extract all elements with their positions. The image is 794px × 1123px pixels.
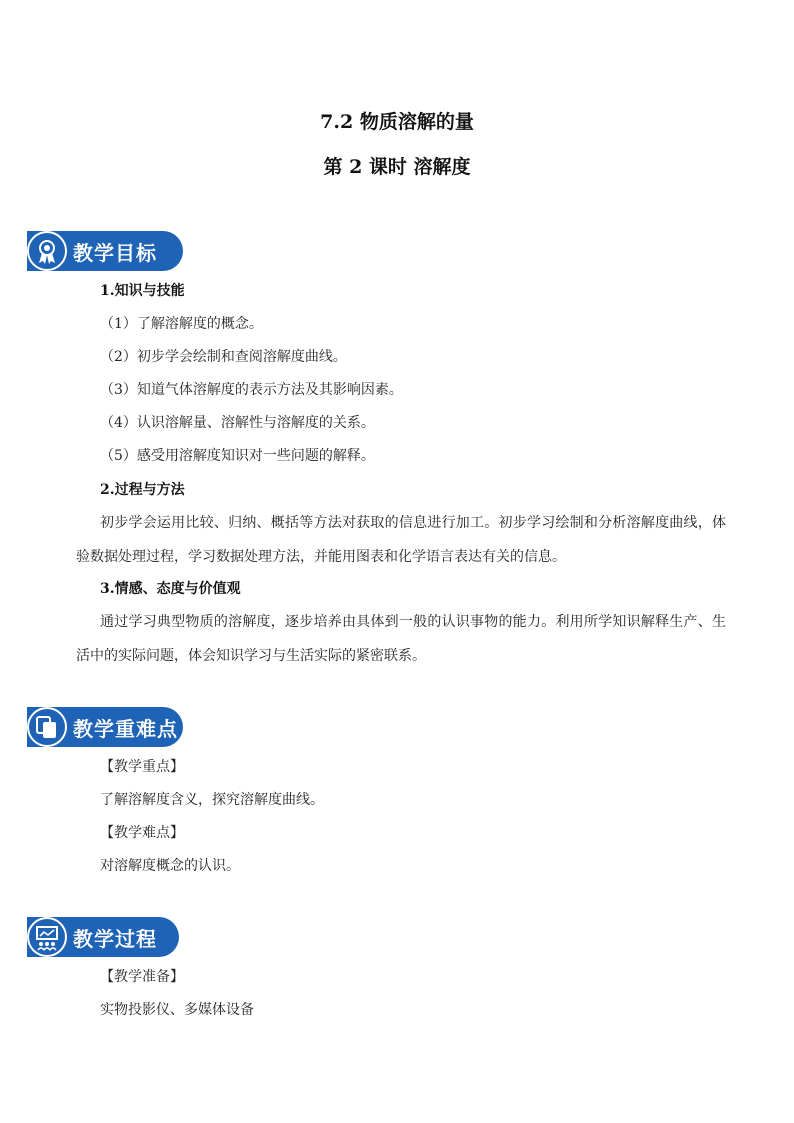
banner-label: 教学重难点: [73, 717, 178, 741]
paragraph: 通过学习典型物质的溶解度，逐步培养由具体到一般的认识事物的能力。利用所学知识解释生产、生活中的实际问题，体会知识学习与生活实际的紧密联系。: [76, 614, 726, 664]
documents-icon: [27, 707, 67, 747]
lesson-subtitle: 第 2 课时 溶解度: [323, 156, 471, 178]
list-item: （5）感受用溶解度知识对一些问题的解释。: [100, 448, 375, 464]
page-title: 7.2 物质溶解的量: [320, 111, 474, 133]
list-item: （4）认识溶解量、溶解性与溶解度的关系。: [100, 415, 375, 431]
difficulty-label: 【教学难点】: [100, 825, 184, 841]
paragraph: 初步学会运用比较、归纳、概括等方法对获取的信息进行加工。初步学习绘制和分析溶解度曲线，体验数据处理过程，学习数据处理方法，并能用图表和化学语言表达有关的信息。: [76, 515, 726, 565]
difficulty-text: 对溶解度概念的认识。: [100, 858, 240, 874]
banner-label: 教学目标: [73, 241, 157, 265]
section-heading: 1.知识与技能: [100, 283, 185, 299]
list-item: （2）初步学会绘制和查阅溶解度曲线。: [100, 349, 347, 365]
award-icon: [27, 231, 67, 271]
banner-label: 教学过程: [73, 927, 157, 951]
prep-label: 【教学准备】: [100, 969, 184, 985]
process-banner: [27, 917, 179, 957]
section-heading: 2.过程与方法: [100, 482, 185, 498]
focus-text: 了解溶解度含义，探究溶解度曲线。: [100, 792, 324, 808]
presentation-icon: [27, 917, 67, 957]
list-item: （1）了解溶解度的概念。: [100, 316, 263, 332]
list-item: （3）知道气体溶解度的表示方法及其影响因素。: [100, 382, 403, 398]
prep-text: 实物投影仪、多媒体设备: [100, 1002, 254, 1018]
focus-label: 【教学重点】: [100, 759, 184, 775]
objectives-banner: [27, 231, 183, 271]
section-heading: 3.情感、态度与价值观: [100, 581, 241, 597]
key-points-banner: [27, 707, 183, 747]
